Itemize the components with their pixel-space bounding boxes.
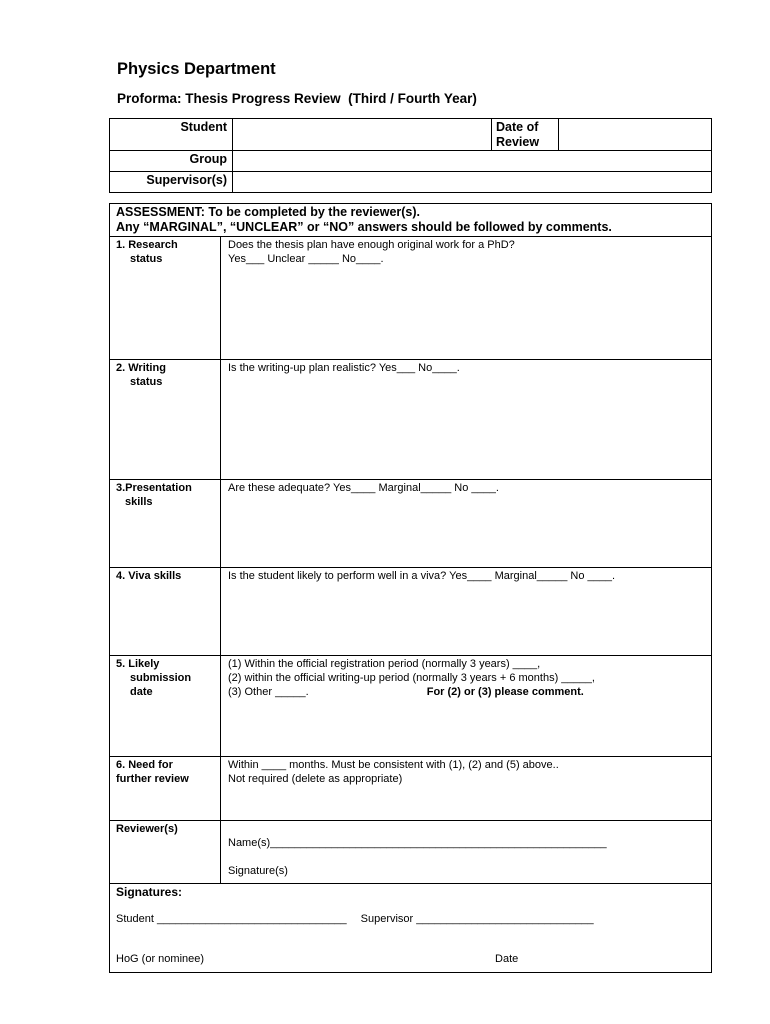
- student-label: Student: [110, 119, 233, 151]
- date-label-line2: Review: [496, 135, 540, 149]
- row-label: 3.Presentation: [116, 482, 192, 494]
- signature-line-row: [116, 913, 705, 925]
- row-label: 4. Viva skills: [116, 570, 182, 582]
- question-text: Does the thesis plan have enough original work for a PhD?: [228, 239, 515, 251]
- option-2: (2) within the official writing-up period (normally 3 years + 6 months) _____,: [228, 672, 595, 684]
- student-row: [110, 119, 712, 151]
- assessment-note: Any “MARGINAL”, “UNCLEAR” or “NO” answers should be followed by comments.: [116, 220, 612, 234]
- row-label: further review: [116, 773, 189, 785]
- supervisor-signature-line: Supervisor _____________________________: [360, 913, 594, 925]
- hog-label: HoG (or nominee): [116, 953, 205, 965]
- assessment-header: [110, 204, 712, 237]
- question-text: Is the student likely to perform well in a viva? Yes____ Marginal_____ No ____.: [228, 570, 616, 582]
- assessment-header-row: [110, 204, 712, 237]
- research-status-row: [110, 237, 712, 360]
- question-text: Are these adequate? Yes____ Marginal_____ No ____.: [228, 482, 499, 494]
- comment-instruction: For (2) or (3) please comment.: [426, 686, 584, 698]
- page-title: Physics Department: [117, 60, 276, 78]
- row-label: status: [130, 376, 163, 388]
- reviewer-field[interactable]: [221, 821, 712, 884]
- viva-skills-field[interactable]: [221, 568, 712, 656]
- student-signature-line: Student _______________________________: [116, 913, 347, 925]
- question-text: Is the writing-up plan realistic? Yes___ No____.: [228, 362, 460, 374]
- reviewer-signature: Signature(s): [228, 865, 288, 877]
- row-label: 5. Likely: [116, 658, 160, 670]
- further-review-label: [110, 757, 221, 821]
- presentation-skills-label: [110, 480, 221, 568]
- row-label: status: [130, 253, 163, 265]
- assessment-instructions: ASSESSMENT: To be completed by the reviewer(s).: [116, 205, 421, 219]
- date-label: Date: [495, 953, 519, 965]
- reviewer-names: Name(s)_______________________________________________________: [228, 837, 607, 849]
- writing-status-label: [110, 360, 221, 480]
- reviewer-row: [110, 821, 712, 884]
- supervisor-label: Supervisor(s): [110, 172, 233, 193]
- further-review-row: [110, 757, 712, 821]
- hog-date-row: [116, 953, 705, 965]
- reviewer-label: Reviewer(s): [110, 821, 221, 884]
- option-3: (3) Other _____.: [228, 686, 309, 698]
- viva-skills-label: [110, 568, 221, 656]
- row-label: submission: [130, 672, 192, 684]
- signatures-title: Signatures:: [116, 885, 183, 899]
- writing-status-row: [110, 360, 712, 480]
- option-1: (1) Within the official registration period (normally 3 years) ____,: [228, 658, 541, 670]
- signatures-section[interactable]: [110, 884, 712, 973]
- assessment-table: [109, 203, 712, 973]
- group-label: Group: [110, 151, 233, 172]
- date-label-line1: Date of: [496, 120, 539, 134]
- student-info-table: [109, 118, 712, 193]
- signatures-row: [110, 884, 712, 973]
- further-review-field[interactable]: [221, 757, 712, 821]
- form-subtitle: Proforma: Thesis Progress Review (Third / Fourth Year): [117, 91, 477, 106]
- supervisor-field[interactable]: [233, 172, 712, 193]
- writing-status-field[interactable]: [221, 360, 712, 480]
- student-field[interactable]: [233, 119, 492, 151]
- date-of-review-label: [492, 119, 559, 151]
- row-label: skills: [125, 496, 153, 508]
- row-label: date: [130, 686, 153, 698]
- research-status-field[interactable]: [221, 237, 712, 360]
- row-label: 1. Research: [116, 239, 178, 251]
- research-status-label: [110, 237, 221, 360]
- presentation-skills-field[interactable]: [221, 480, 712, 568]
- submission-date-field[interactable]: [221, 656, 712, 757]
- viva-skills-row: [110, 568, 712, 656]
- group-field[interactable]: [233, 151, 712, 172]
- row-label: 6. Need for: [116, 759, 173, 771]
- group-row: [110, 151, 712, 172]
- answer-options: Yes___ Unclear _____ No____.: [228, 253, 384, 265]
- supervisor-row: [110, 172, 712, 193]
- review-timing: Within ____ months. Must be consistent with (1), (2) and (5) above..: [228, 759, 559, 771]
- date-of-review-field[interactable]: [559, 119, 712, 151]
- presentation-skills-row: [110, 480, 712, 568]
- submission-date-row: [110, 656, 712, 757]
- row-label: 2. Writing: [116, 362, 166, 374]
- option-3-line: [228, 685, 707, 699]
- submission-date-label: [110, 656, 221, 757]
- review-not-required: Not required (delete as appropriate): [228, 773, 403, 785]
